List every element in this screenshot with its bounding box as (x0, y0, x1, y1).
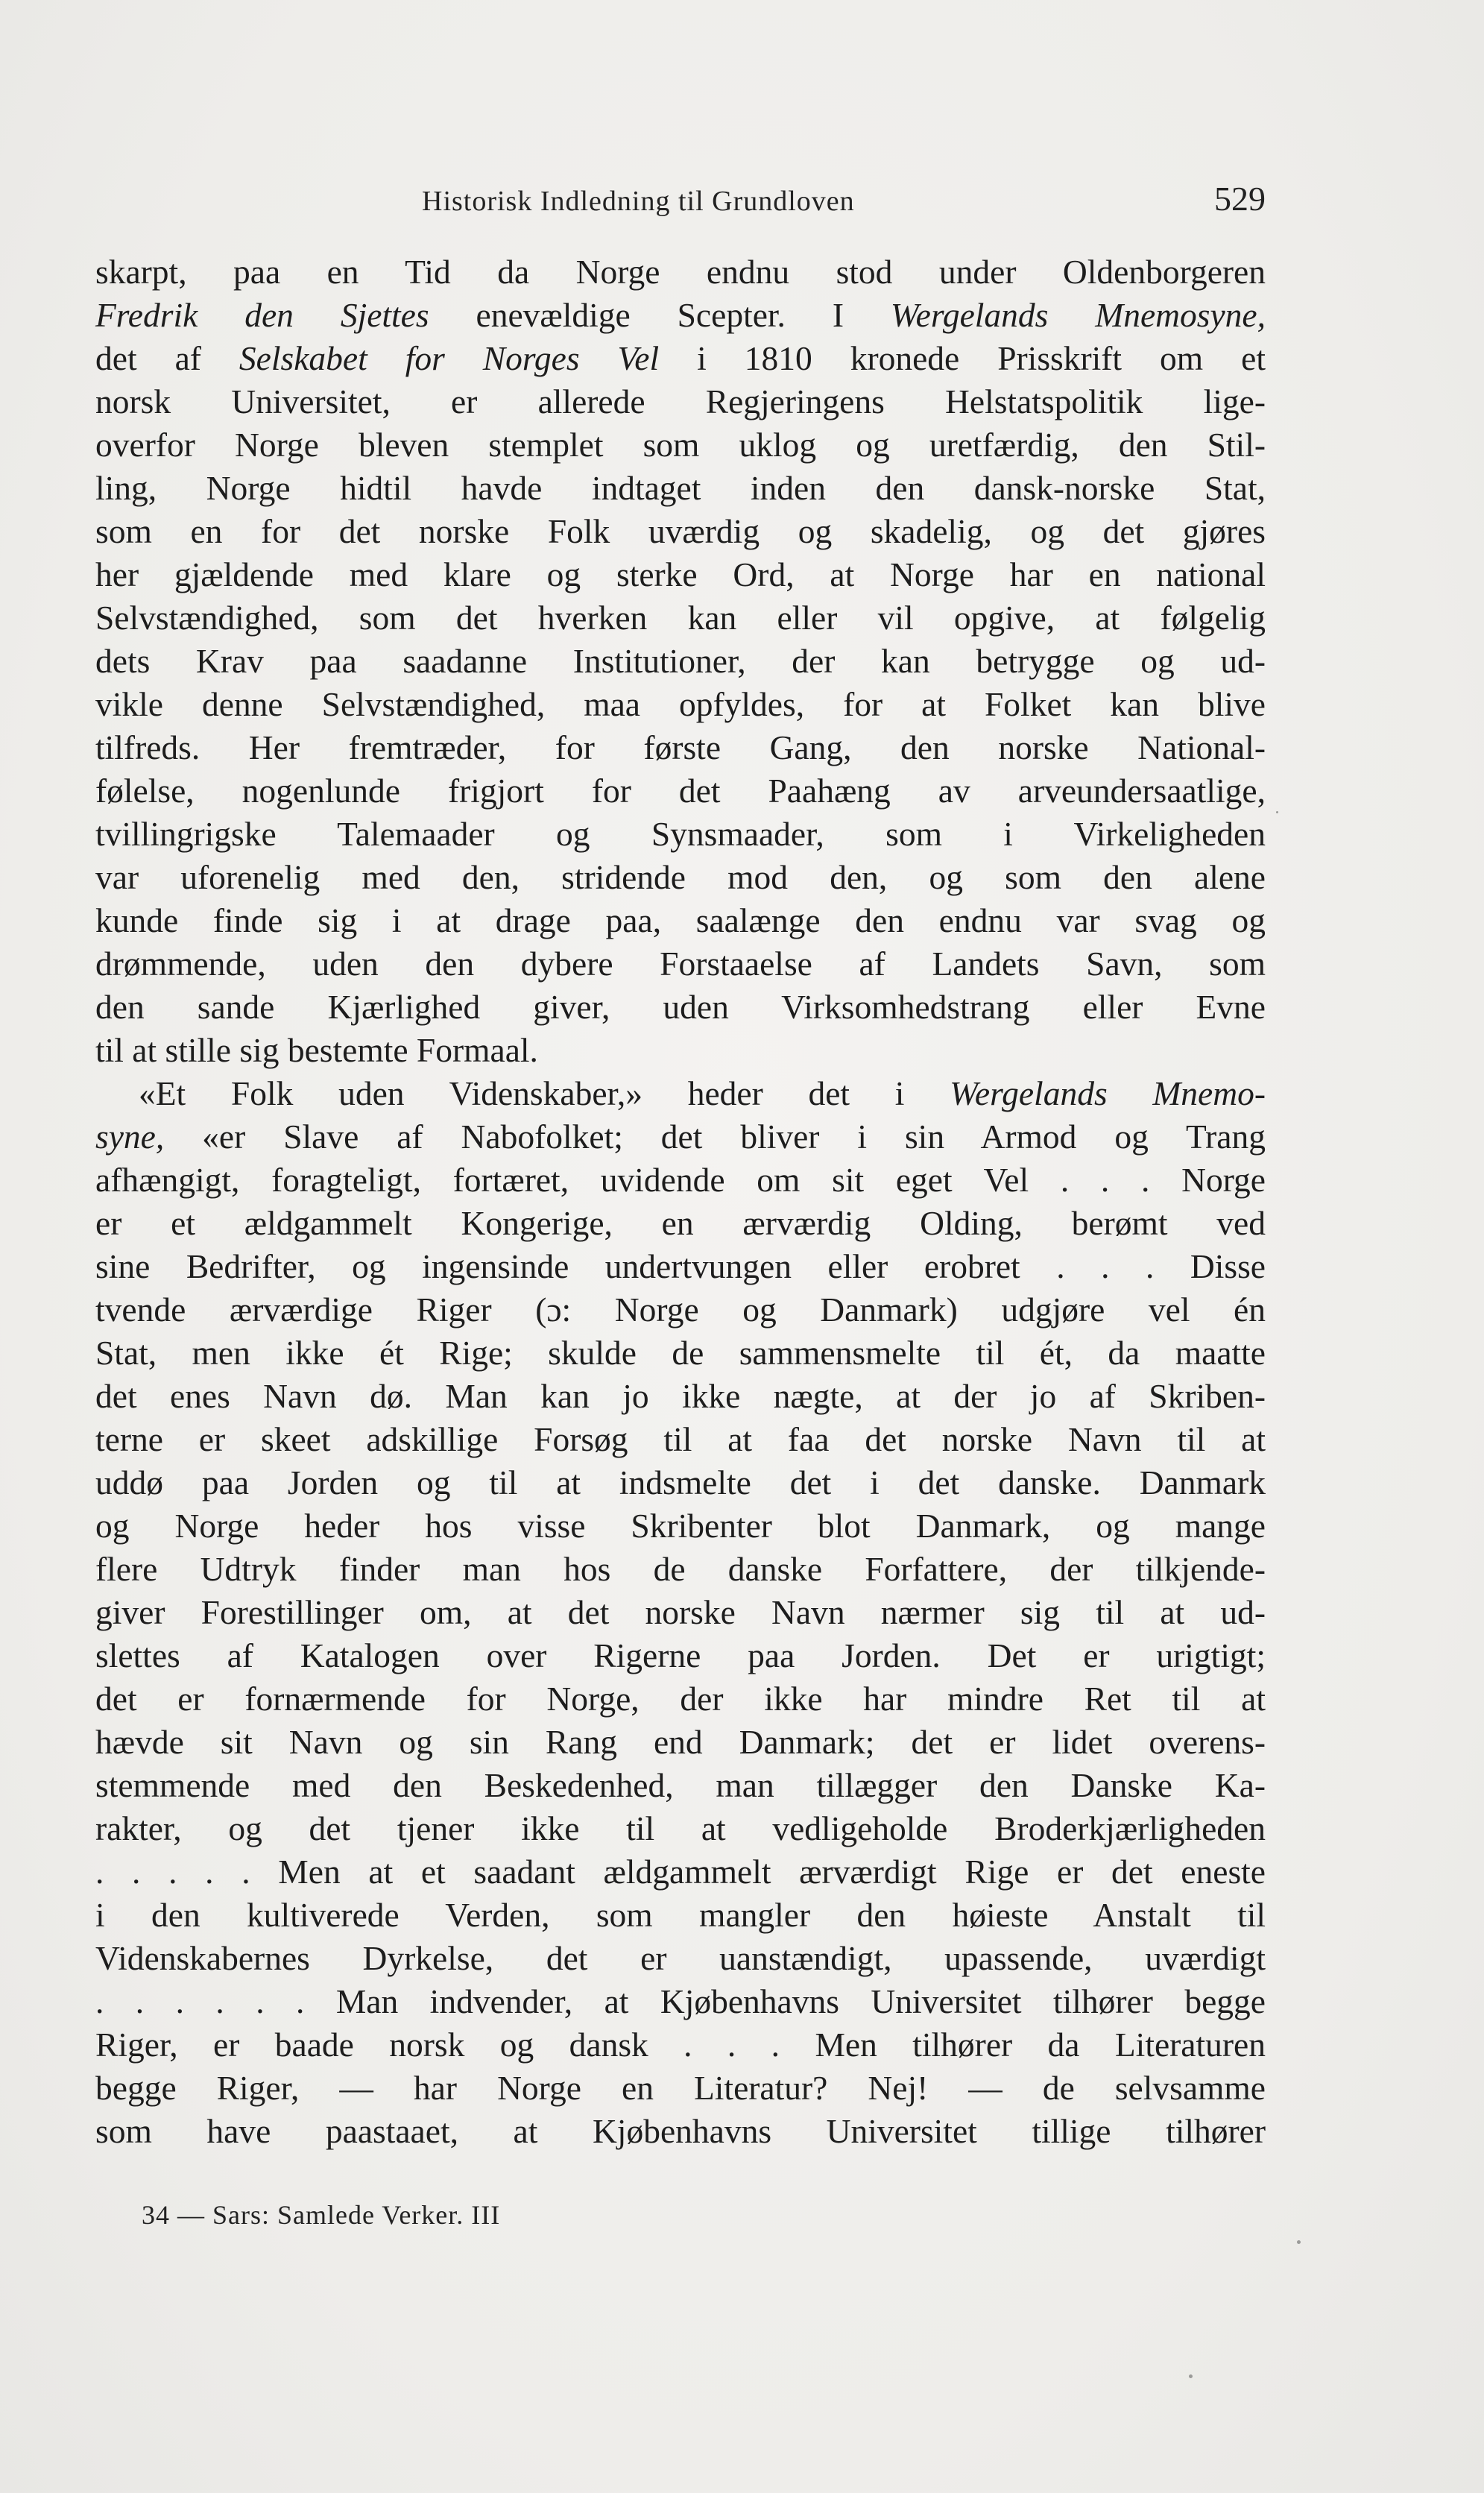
text-line (95, 1115, 1266, 1159)
signature-mark: 34 — Sars: Samlede Verker. III (142, 2200, 501, 2230)
italic-title: Wergelands Mnemosyne, (890, 296, 1266, 334)
text-line: Riger, er baade norsk og dansk . . . Men tilhører da Literaturen (95, 2026, 1266, 2064)
text-span: i 1810 kronede Prisskrift om et (659, 339, 1266, 377)
text-line: giver Forestillinger om, at det norske Navn nærmer sig til at ud- (95, 1593, 1266, 1631)
text-span: «er Slave af Nabofolket; det bliver i sin Armod og Trang (164, 1118, 1266, 1156)
text-line: den sande Kjærlighed giver, uden Virksomhedstrang eller Evne (95, 988, 1266, 1026)
text-line: flere Udtryk finder man hos de danske Forfattere, der tilkjende- (95, 1550, 1266, 1588)
text-line (95, 250, 1266, 294)
text-line: tvende ærværdige Riger (ɔ: Norge og Danmark) udgjøre vel én (95, 1290, 1266, 1329)
text-line: overfor Norge bleven stemplet som uklog og uretfærdig, den Stil- (95, 426, 1266, 464)
text-line: følelse, nogenlunde frigjort for det Paahæng av arveundersaatlige, (95, 772, 1266, 810)
text-line: tilfreds. Her fremtræder, for første Gang, den norske National- (95, 728, 1266, 766)
text-line: er et ældgammelt Kongerige, en ærværdig Olding, berømt ved (95, 1204, 1266, 1242)
text-line: rakter, og det tjener ikke til at vedligeholde Broderkjærligheden (95, 1809, 1266, 1847)
text-span: enevældige Scepter. I (429, 296, 891, 334)
paragraph-2 (95, 1072, 1266, 2153)
text-line: dets Krav paa saadanne Institutioner, der kan betrygge og ud- (95, 642, 1266, 680)
page-number: 529 (1214, 180, 1266, 218)
italic-name: Selskabet for Norges Vel (239, 339, 660, 377)
text-line: begge Riger, — har Norge en Literatur? Nej! — de selvsamme (95, 2069, 1266, 2107)
text-line: sine Bedrifter, og ingensinde undertvungen eller erobret . . . Disse (95, 1247, 1266, 1285)
text-line: og Norge heder hos visse Skribenter blot Danmark, og mange (95, 1507, 1266, 1545)
text-line: drømmende, uden den dybere Forstaaelse af Landets Savn, som (95, 945, 1266, 983)
text-line: som have paastaaet, at Kjøbenhavns Universitet tillige tilhører (95, 2112, 1266, 2150)
italic-name: Fredrik den Sjettes (95, 296, 429, 334)
text-line: var uforenelig med den, stridende mod den, og som den alene (95, 858, 1266, 896)
text-line (95, 337, 1266, 380)
text-line (95, 294, 1266, 337)
text-line: tvillingrigske Talemaader og Synsmaader, som i Virkeligheden (95, 815, 1266, 853)
text-line: afhængigt, foragteligt, fortæret, uvidende om sit eget Vel . . . Norge (95, 1161, 1266, 1199)
text-line: Selvstændighed, som det hverken kan eller vil opgive, at følgelig (95, 599, 1266, 637)
text-line: norsk Universitet, er allerede Regjeringens Helstatspolitik lige- (95, 382, 1266, 420)
paper-speck (1297, 2240, 1301, 2244)
body-text (95, 250, 1266, 2153)
paper-speck (1276, 811, 1278, 813)
text-line: som en for det norske Folk uværdig og skadelig, og det gjøres (95, 512, 1266, 550)
text-line: Stat, men ikke ét Rige; skulde de sammensmelte til ét, da maatte (95, 1334, 1266, 1372)
paper-speck (1189, 2374, 1193, 2378)
text-line: til at stille sig bestemte Formaal. (95, 1031, 538, 1069)
text-line: her gjældende med klare og sterke Ord, at Norge har en national (95, 555, 1266, 593)
text-line: terne er skeet adskillige Forsøg til at faa det norske Navn til at (95, 1420, 1266, 1458)
paragraph-1 (95, 250, 1266, 1072)
text-line: . . . . . Men at et saadant ældgammelt ærværdigt Rige er det eneste (95, 1853, 1266, 1891)
text-line: stemmende med den Beskedenhed, man tillægger den Danske Ka- (95, 1766, 1266, 1804)
text-line: slettes af Katalogen over Rigerne paa Jorden. Det er urigtigt; (95, 1636, 1266, 1674)
text-line: kunde finde sig i at drage paa, saalænge den endnu var svag og (95, 901, 1266, 939)
text-line: . . . . . . Man indvender, at Kjøbenhavns Universitet tilhører begge (95, 1982, 1266, 2020)
running-title: Historisk Indledning til Grundloven (422, 186, 855, 217)
text-line: Videnskabernes Dyrkelse, det er uanstændigt, upassende, uværdigt (95, 1939, 1266, 1977)
italic-title: syne, (95, 1118, 165, 1156)
text-line: vikle denne Selvstændighed, maa opfyldes, for at Folket kan blive (95, 685, 1266, 723)
running-header (95, 177, 1266, 222)
text-span: det af (95, 339, 239, 377)
italic-title: Wergelands Mnemo- (950, 1074, 1266, 1112)
text-line (95, 1072, 1266, 1115)
text-line: i den kultiverede Verden, som mangler den høieste Anstalt til (95, 1896, 1266, 1934)
text-line: hævde sit Navn og sin Rang end Danmark; det er lidet overens- (95, 1723, 1266, 1761)
text-span: skarpt, paa en Tid da Norge endnu stod under Oldenborgeren (95, 253, 1266, 291)
text-line: det enes Navn dø. Man kan jo ikke nægte, at der jo af Skriben- (95, 1377, 1266, 1415)
text-line: uddø paa Jorden og til at indsmelte det i det danske. Danmark (95, 1463, 1266, 1501)
text-line: det er fornærmende for Norge, der ikke har mindre Ret til at (95, 1680, 1266, 1718)
text-line: ling, Norge hidtil havde indtaget inden den dansk-norske Stat, (95, 469, 1266, 507)
text-span: «Et Folk uden Videnskaber,» heder det i (139, 1074, 950, 1112)
